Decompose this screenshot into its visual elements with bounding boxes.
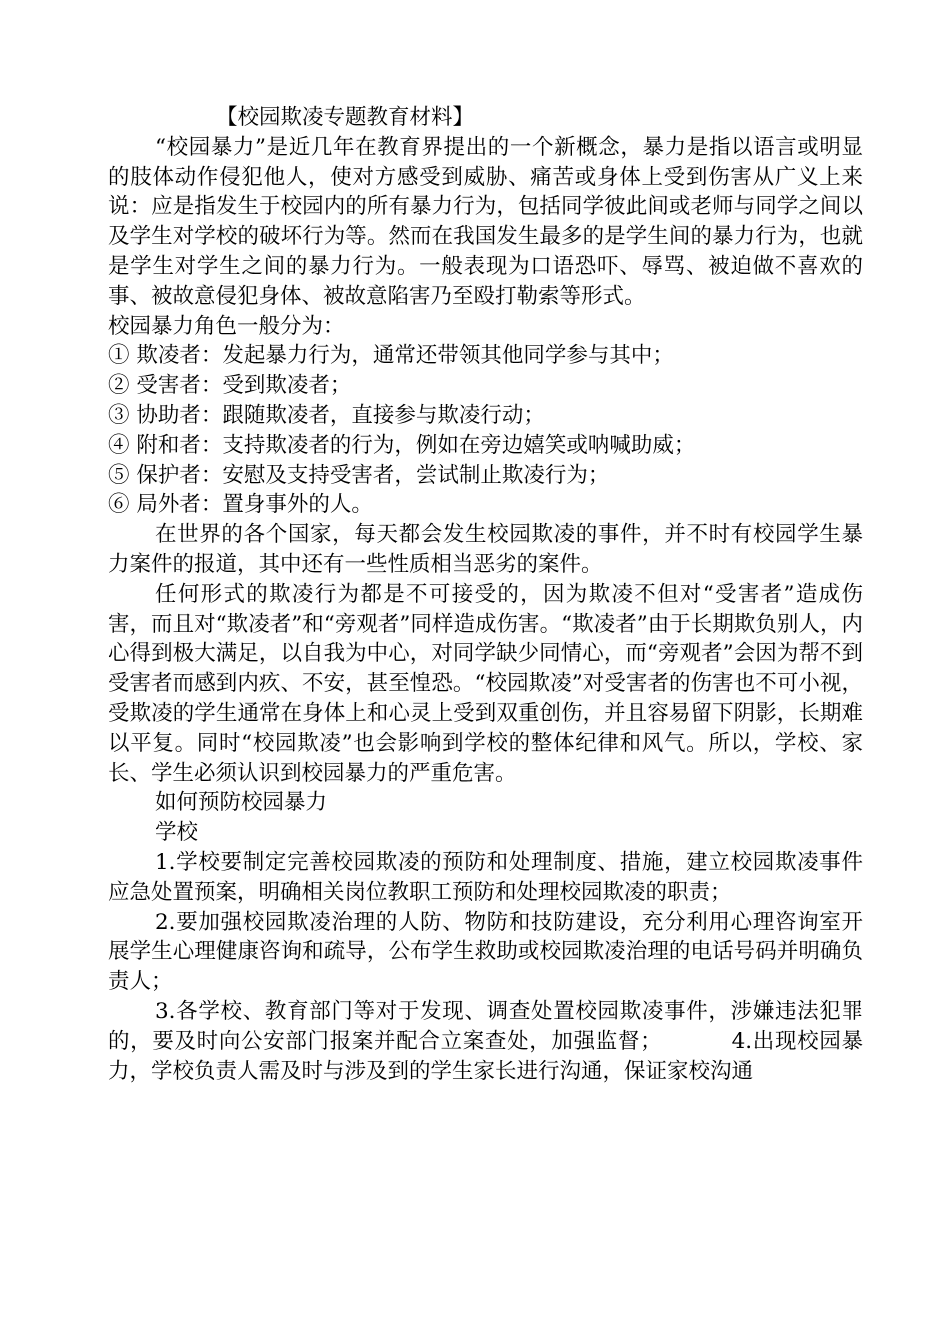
school-item-3: 3.各学校、教育部门等对于发现、调查处置校园欺凌事件，涉嫌违法犯罪的，要及时向公安部门报案并配合立案查处，加强监督； <box>108 998 863 1054</box>
document-title: 【校园欺凌专题教育材料】 <box>216 105 475 130</box>
role-item-victim: ② 受害者：受到欺凌者； <box>108 373 352 399</box>
roles-heading: 校园暴力角色一般分为： <box>108 313 345 339</box>
role-item-reinforcer: ④ 附和者：支持欺凌者的行为，例如在旁边嬉笑或呐喊助威； <box>108 432 696 458</box>
school-item-2: 2.要加强校园欺凌治理的人防、物防和技防建设，充分利用心理咨询室开展学生心理健康咨询和疏导，公布学生救助或校园欺凌治理的电话号码并明确负责人； <box>108 909 863 995</box>
role-item-outsider: ⑥ 局外者：置身事外的人。 <box>108 492 373 518</box>
world-paragraph: 在世界的各个国家，每天都会发生校园欺凌的事件，并不时有校园学生暴力案件的报道，其中还有一些性质相当恶劣的案件。 <box>108 522 863 577</box>
prevention-heading: 如何预防校园暴力 <box>155 790 328 816</box>
role-item-bully: ① 欺凌者：发起暴力行为，通常还带领其他同学参与其中； <box>108 343 674 369</box>
school-item-4: 4.出现校园暴力，学校负责人需及时与涉及到的学生家长进行沟通，保证家校沟通 <box>108 1028 863 1084</box>
role-item-assistant: ③ 协助者：跟随欺凌者，直接参与欺凌行动； <box>108 402 545 428</box>
intro-paragraph: “校园暴力”是近几年在教育界提出的一个新概念，暴力是指以语言或明显的肢体动作侵犯他人，使对方感受到威胁、痛苦或身体上受到伤害从广义上来说：应是指发生于校园内的所有暴力行为，包括同学彼此间或老师与同学之间以及学生对学校的破坏行为等。然而在我国发生最多的是学生间的暴力行为，也就是学生对学生之间的暴力行为。一般表现为口语恐吓、辱骂、被迫做不喜欢的事、被故意侵犯身体、被故意陷害乃至殴打勒索等形式。 <box>108 134 863 309</box>
harm-paragraph: 任何形式的欺凌行为都是不可接受的，因为欺凌不但对“受害者”造成伤害，而且对“欺凌者”和“旁观者”同样造成伤害。“欺凌者”由于长期欺负别人，内心得到极大满足，以自我为中心，对同学缺少同情心，而“旁观者”会因为帮不到受害者而感到内疚、不安，甚至惶恐。“校园欺凌”对受害者的伤害也不可小视，受欺凌的学生通常在身体上和心灵上受到双重创伤，并且容易留下阴影，长期难以平复。同时“校园欺凌”也会影响到学校的整体纪律和风气。所以，学校、家长、学生必须认识到校园暴力的严重危害。 <box>108 581 863 786</box>
document-body <box>108 103 863 1086</box>
school-heading: 学校 <box>155 820 199 846</box>
role-item-defender: ⑤ 保护者：安慰及支持受害者，尝试制止欺凌行为； <box>108 462 610 488</box>
school-item-3-and-4 <box>108 997 863 1086</box>
school-item-1: 1.学校要制定完善校园欺凌的预防和处理制度、措施，建立校园欺凌事件应急处置预案，明确相关岗位教职工预防和处理校园欺凌的职责； <box>108 849 863 905</box>
